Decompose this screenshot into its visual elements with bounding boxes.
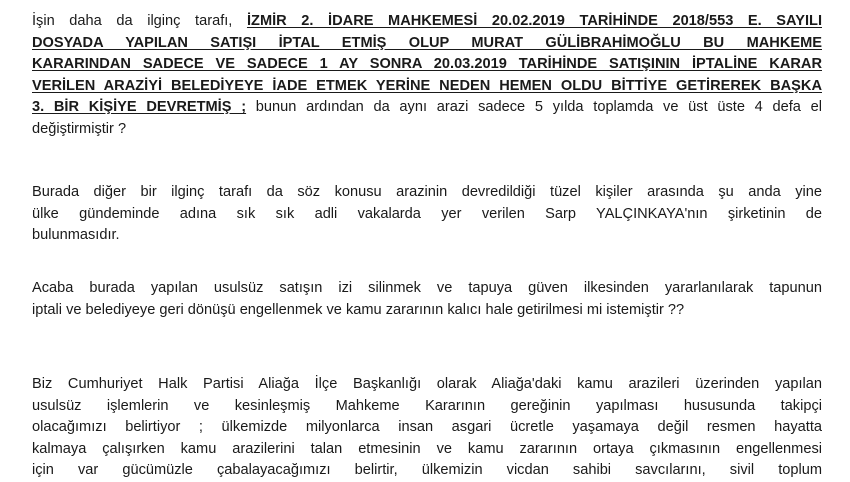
paragraph-2 [32,182,822,247]
text-line [32,374,822,396]
bold-underlined-text: 3. BİR KİŞİYE DEVRETMİŞ ; [32,99,247,115]
text-segment: bunun ardından da aynı arazi sadece 5 yılda toplamda ve üst üste 4 defa el [246,99,823,115]
text-line [32,225,822,247]
paragraph-4 [32,374,822,482]
text-line [32,460,822,482]
text-segment: ülke gündeminde adına sık sık adli vakalarda yer verilen Sarp YALÇINKAYA'nın şirketinin de [32,205,822,222]
text-segment: usulsüz işlemlerin ve kesinleşmiş Mahkeme Kararının gereğinin yapılması hususunda takipçi [32,397,822,414]
text-segment: Burada diğer bir ilginç tarafı da söz konusu arazinin devredildiği tüzel kişiler arasında şu anda yine [32,184,822,200]
text-segment: İşin daha da ilginç tarafı, [32,13,247,29]
text-line [32,182,822,204]
text-segment: kalmaya çalışırken kamu arazilerini talan etmesinin ve kamu zararının ortaya çıkmasının engellenmesi [32,440,822,457]
text-segment: iptali ve belediyeye geri dönüşü engellenmek ve kamu zararının kalıcı hale getirilmesi mi istemiştir ?? [32,301,685,318]
text-segment: Acaba burada yapılan usulsüz satışın izi silinmek ve tapuya güven ilkesinden yararlanılarak tapunun [32,280,822,296]
text-line [32,417,822,439]
bold-underlined-text: KARARINDAN SADECE VE SADECE 1 AY SONRA 20.03.2019 TARİHİNDE SATIŞININ İPTALİNE KARAR [32,56,822,72]
text-line [32,439,822,461]
text-line [32,300,822,322]
paragraph-3 [32,278,822,321]
bold-underlined-text: İZMİR 2. İDARE MAHKEMESİ 20.02.2019 TARİHİNDE 2018/553 E. SAYILI [246,13,822,29]
text-line [32,54,822,76]
text-line [32,396,822,418]
text-segment: olacağımızı belirtiyor ; ülkemizde milyonlarca insan asgari ücretle yaşamaya değil resmen hayatta [32,419,822,435]
text-segment: Biz Cumhuriyet Halk Partisi Aliağa İlçe Başkanlığı olarak Aliağa'daki kamu arazileri üzerinden yapılan [32,376,822,392]
bold-underlined-text: VERİLEN ARAZİYİ BELEDİYEYE İADE ETMEK YERİNE NEDEN HEMEN OLDU BİTTİYE GETİREREK BAŞKA [32,77,822,94]
paragraph-1 [32,11,822,140]
text-segment: için var gücümüzle çabalayacağımızı belirtir, ülkemizin vicdan sahibi savcılarını, sivil toplum [32,462,822,478]
text-line [32,11,822,33]
text-line [32,97,822,119]
text-line [32,33,822,55]
text-segment: değiştirmiştir ? [32,120,127,137]
text-segment: bulunmasıdır. [32,227,120,243]
bold-underlined-text: DOSYADA YAPILAN SATIŞI İPTAL ETMİŞ OLUP MURAT GÜLİBRAHİMOĞLU BU MAHKEME [32,34,822,51]
text-line [32,119,822,141]
text-line [32,204,822,226]
text-line [32,278,822,300]
text-line [32,76,822,98]
